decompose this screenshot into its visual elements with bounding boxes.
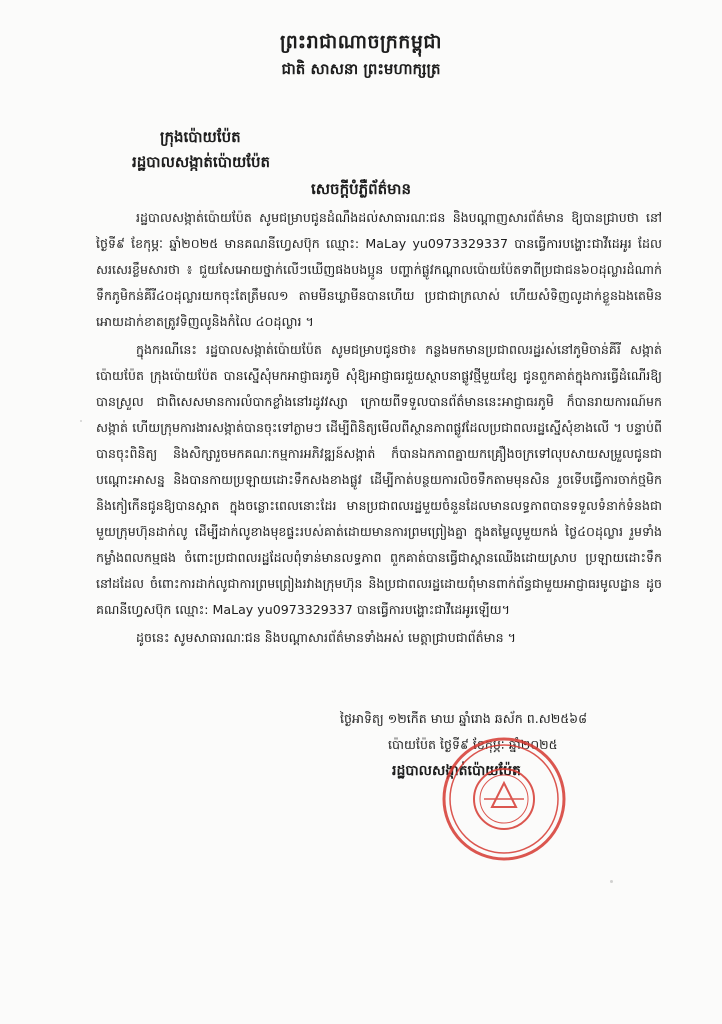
place-date: ប៉ោយប៉ែត ថ្ងៃទី៩ ខែកុម្ភៈ ឆ្នាំ២០២៥	[388, 737, 558, 752]
signature-office: រដ្ឋបាលសង្កាត់ប៉ោយប៉ែត	[392, 763, 521, 779]
document-title: សេចក្តីបំភ្លឺព័ត៌មាន	[311, 180, 411, 198]
official-seal	[440, 735, 568, 863]
paragraph-conclusion: ដូចនេះ សូមសាធារណៈជន និងបណ្តាសារព័ត៌មានទាំងអស់ មេត្តាជ្រាបជាព័ត៌មាន ។	[136, 630, 516, 645]
paragraph-intro: រដ្ឋបាលសង្កាត់ប៉ោយប៉ែត សូមជម្រាបជូនដំណឹងដល់សាធារណៈជន និងបណ្តាញសារព័ត៌មាន ឱ្យបានជ្រាបថា នៅថ្ងៃទី៩ ខែកុម្ភៈ ឆ្នាំ២០២៥ មានគណនីហ្វេសប៊ុក ឈ្មោះ: MaLay yu0973329337 បានធ្វើការបង្ហោះជាវីដេអូរ ដែលសរសេរខ្លឹមសារថា ៖ ជួយសែអោយថ្នាក់លើៗឃើញផងបងប្អូន បញ្ហាក់ផ្លូវកណ្តាលប៉ោយប៉ែតទាពីប្រជាជន៦០ដុល្លារដំណាក់ទឹកភូមិកន់គីរី៤០ដុល្លារយកចុះតែត្រឹមល១ តាមមីនឃ្លាមីនបានហើយ ប្រជាជាក្រលាស់ ហើយសំទិញលូដាក់ខ្លួនឯងតេមិនអោយដាក់ខាតត្រូវទិញលូនិងកំលៃ ៤០ដុល្លារ ។	[96, 210, 662, 329]
issuer-city: ក្រុងប៉ោយប៉ែត	[160, 128, 241, 146]
lunar-date: ថ្ងៃអាទិត្យ ១២កើត មាឃ ឆ្នាំរោង ឆស័ក ព.ស២៥៦៨	[340, 711, 587, 726]
document-body	[96, 205, 662, 653]
paragraph-clarification: ក្នុងករណីនេះ រដ្ឋបាលសង្កាត់ប៉ោយប៉ែត សូមជម្រាបជូនថា៖ កន្លងមកមានប្រជាពលរដ្ឋរស់នៅភូមិចាន់គីរី សង្កាត់ប៉ោយប៉ែត ក្រុងប៉ោយប៉ែត បានស្នើសុំមកអាជ្ញាធរភូមិ សុំឱ្យអាជ្ញាធរជួយស្ថាបនាផ្លូវថ្មីមួយខ្សែ ជូនពួកគាត់ក្នុងការធ្វើដំណើរឱ្យបានស្រួល ជាពិសេសមានការលំបាកខ្លាំងនៅរដូវវស្សា ក្រោយពីទទួលបានព័ត៌មាននេះអាជ្ញាធរភូមិ ក៏បានរាយការណ៍មកសង្កាត់ ហើយក្រុមការងារសង្កាត់បានចុះទៅភ្លាមៗ ដើម្បីពិនិត្យមើលពីស្ថានភាពផ្លូវដែលប្រជាពលរដ្ឋស្នើសុំខាងលើ ។ បន្ទាប់ពីបានចុះពិនិត្យ និងសិក្សារួចមកគណៈកម្មការអភិវឌ្ឍន៍សង្កាត់ ក៏បានឯកភាពគ្នាយកគ្រឿងចក្រទៅលុបសាយសម្រួលជូនជាបណ្តោះអាសន្ន និងបានកាយប្រឡាយដោះទឹកសងខាងផ្លូវ ដើម្បីកាត់បន្ថយការលិចទឹកតាមមុនសិន រួចទើបធ្វើការចាក់ថ្មមិក និងកៀកើនជូនឱ្យបានស្អាត ក្នុងចន្លោះពេលនោះដែរ មានប្រជាពលរដ្ឋមួយចំនួនដែលមានលទ្ធភាពបានទទួលទំនាក់ទំនងជាមួយក្រុមហ៊ុនដាក់លូ ដើម្បីដាក់លូខាងមុខផ្ទះរបស់គាត់ដោយមានការព្រមព្រៀងគ្នា ក្នុងតម្លៃលូមួយកង់ ថ្លៃ៤០ដុល្លារ រួមទាំងកម្លាំងពលកម្មផង ចំពោះប្រជាពលរដ្ឋដែលពុំទាន់មានលទ្ធភាព ពួកគាត់បានធ្វើជាស្ពានឈើងដោយស្រាប ប្រឡាយដោះទឹកនៅដដែល ចំពោះការដាក់លូជាការព្រមព្រៀងរវាងក្រុមហ៊ុន និងប្រជាពលរដ្ឋដោយពុំមានពាក់ព័ន្ធជាមួយអាជ្ញាធរមូលដ្ឋាន ដូចគណនីហ្វេសប៊ុក ឈ្មោះ: MaLay yu0973329337 បានធ្វើការបង្ហោះជាវីដេអូរឡើយ។	[96, 342, 662, 617]
issuer-office: រដ្ឋបាលសង្កាត់ប៉ោយប៉ែត	[132, 153, 271, 171]
kingdom-header: ព្រះរាជាណាចក្រកម្ពុជា	[280, 31, 442, 53]
national-motto: ជាតិ សាសនា ព្រះមហាក្សត្រ	[281, 60, 441, 78]
